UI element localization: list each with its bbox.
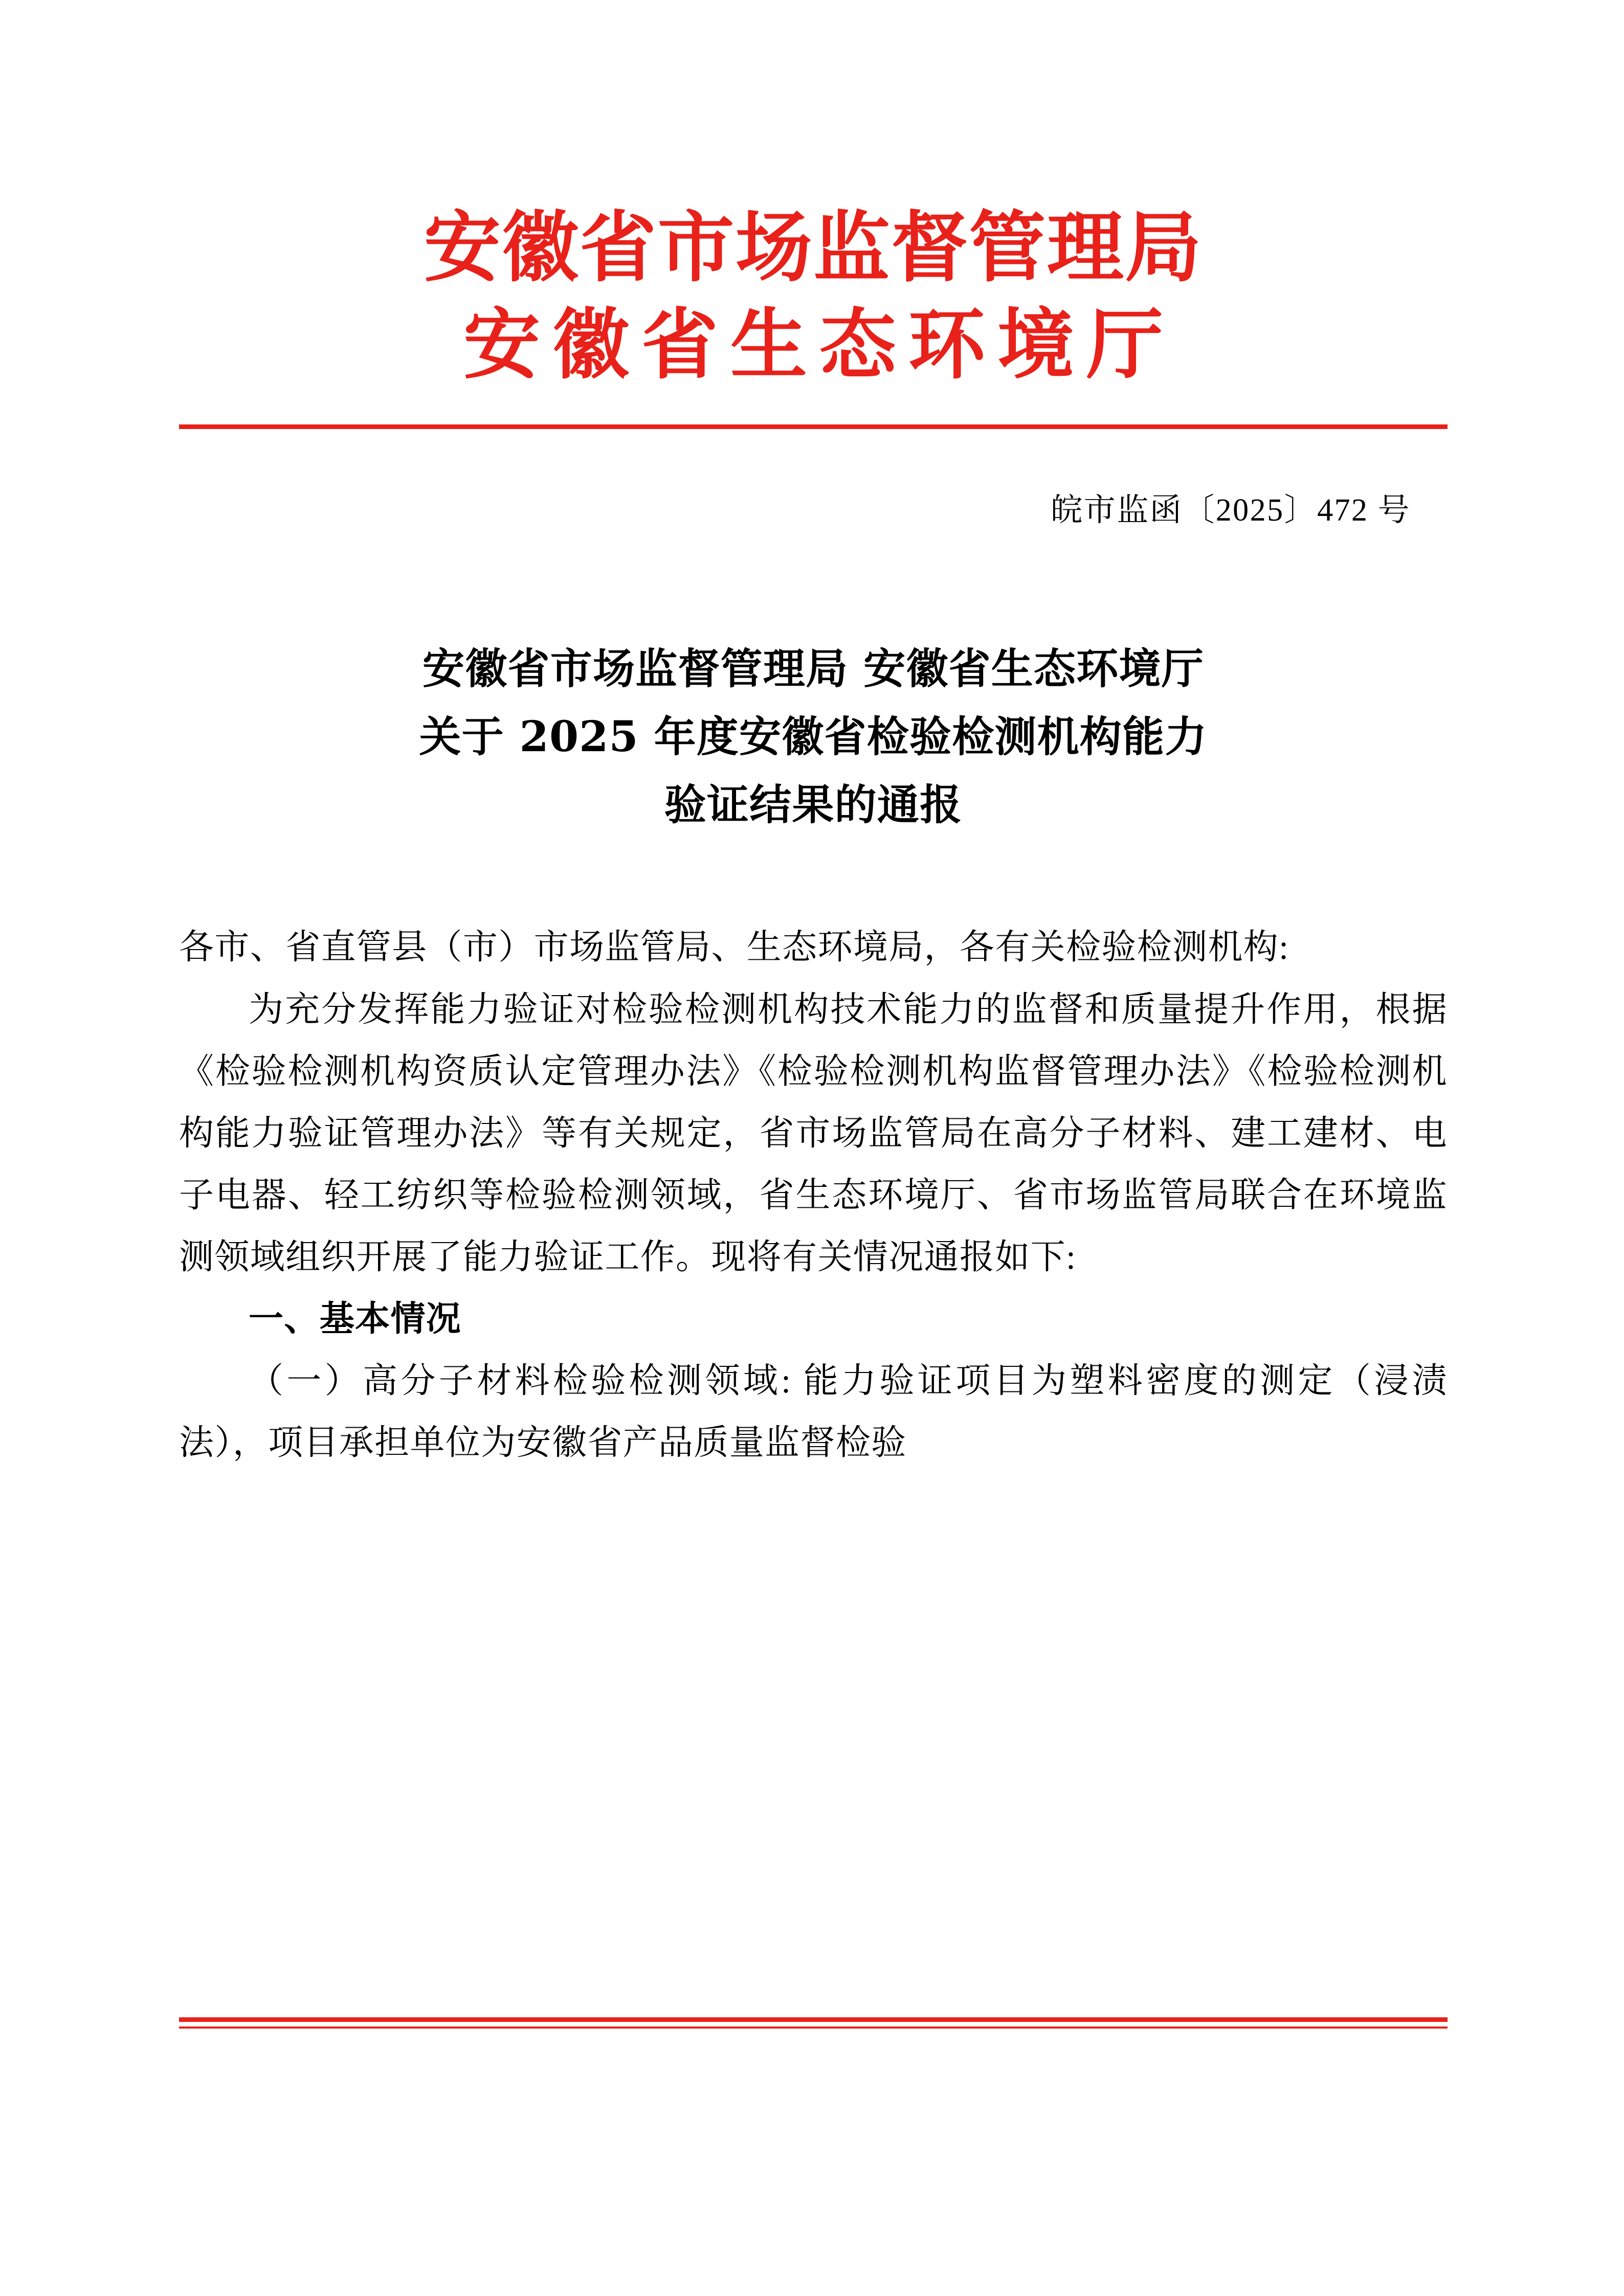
footer-rules [179, 2017, 1448, 2029]
body-paragraph-1: 为充分发挥能力验证对检验检测机构技术能力的监督和质量提升作用，根据《检验检测机构资质认定管理办法》《检验检测机构监督管理办法》《检验检测机构能力验证管理办法》等有关规定，省市场监管局在高分子材料、建工建材、电子电器、轻工纺织等检验检测领域，省生态环境厅、省市场监管局联合在环境监测领域组织开展了能力验证工作。现将有关情况通报如下: [179, 989, 1448, 1276]
section-heading-1: 一、基本情况 [249, 1298, 462, 1339]
document-number: 皖市监函〔2025〕472 号 [1051, 493, 1411, 528]
letterhead-line-2: 安徽省生态环境厅 [463, 300, 1175, 390]
page-title-line-3: 验证结果的通报 [664, 780, 963, 829]
letterhead [179, 0, 1448, 388]
footer-red-rule-top [179, 2017, 1448, 2022]
document-content [179, 0, 1448, 2296]
addressee-line: 各市、省直管县（市）市场监管局、生态环境局，各有关检验检测机构: [179, 928, 1289, 967]
page-title [179, 635, 1448, 839]
footer-red-rule-bottom [179, 2027, 1448, 2029]
body-paragraph-2: （一）高分子材料检验检测领域: 能力验证项目为塑料密度的测定（浸渍法），项目承担单位为安徽省产品质量监督检验 [179, 1361, 1448, 1462]
document-body [179, 916, 1448, 1473]
page-title-line-2: 关于 2025 年度安徽省检验检测机构能力 [419, 712, 1208, 761]
header-red-rule [179, 424, 1448, 429]
letterhead-line-1: 安徽省市场监督管理局 [424, 202, 1203, 292]
page-title-line-1: 安徽省市场监督管理局 安徽省生态环境厅 [422, 644, 1204, 693]
